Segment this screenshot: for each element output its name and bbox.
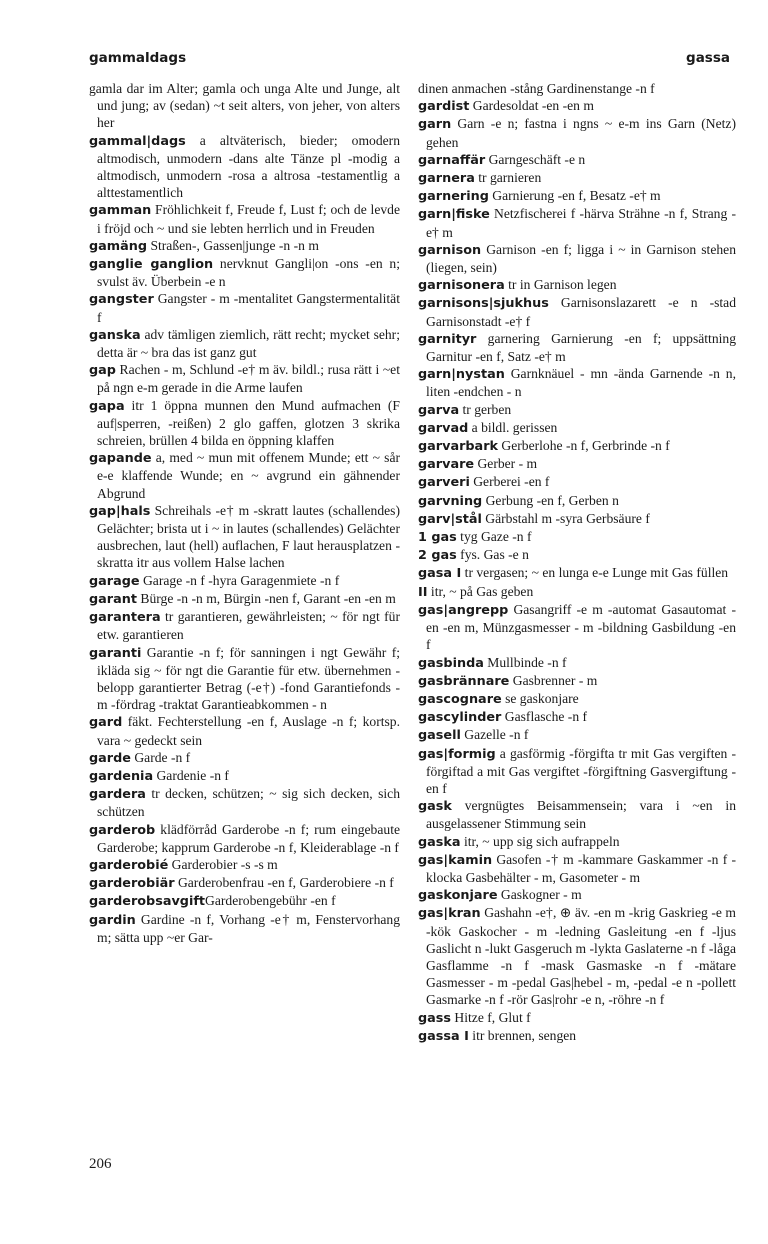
left-column	[89, 80, 400, 946]
entry-text: a gasförmig -förgifta tr mit Gas vergiften -förgiftad a mit Gas vergiftet -förgiftning Gasvergiftung -en f	[426, 745, 736, 796]
entry-headword: gascognare	[418, 691, 502, 707]
entry-headword: gasa I	[418, 566, 462, 582]
entry-headword: garn|nystan	[418, 367, 505, 383]
dictionary-entry	[418, 886, 736, 904]
entry-text: itr, ~ på Gas geben	[427, 583, 534, 599]
entry-headword: garnera	[418, 171, 475, 187]
dictionary-entry	[89, 911, 400, 946]
entry-text: fys. Gas -e n	[456, 547, 529, 563]
entry-headword: garveri	[418, 475, 470, 491]
dictionary-entry	[418, 1027, 736, 1045]
entry-headword: II	[418, 584, 428, 600]
dictionary-entry	[418, 419, 736, 437]
dictionary-entry	[418, 473, 736, 491]
entry-headword: garva	[418, 402, 460, 418]
dictionary-entry	[418, 583, 736, 601]
dictionary-entry	[89, 856, 400, 874]
entry-headword: gasbinda	[418, 655, 484, 671]
entry-text: Gardenie -n f	[153, 767, 229, 783]
entry-text: Garage -n f -hyra Garagenmiete -n f	[139, 572, 340, 588]
dictionary-entry	[418, 726, 736, 744]
entry-text: tr gerben	[459, 401, 512, 417]
entry-text: Gaskogner - m	[497, 887, 582, 903]
entry-headword: garnison	[418, 242, 482, 258]
entry-text: Mullbinde -n f	[483, 654, 567, 670]
entry-text: tr decken, schützen; ~ sig sich decken, sich schützen	[97, 786, 400, 820]
dictionary-entry	[418, 833, 736, 851]
entry-headword: gass	[418, 1010, 452, 1026]
dictionary-entry	[418, 437, 736, 455]
entry-text: itr, ~ upp sig sich aufrappeln	[460, 833, 620, 849]
entry-text: Gasofen -† m -kammare Gaskammer -n f -klocka Gasbehälter - m, Gasometer - m	[426, 851, 736, 885]
entry-headword: garnityr	[418, 331, 477, 347]
entry-text: Garderobengebühr -en f	[205, 893, 336, 909]
entry-headword: gas|kamin	[418, 852, 493, 868]
dictionary-entry	[418, 904, 736, 1008]
entry-headword: gardin	[89, 912, 136, 928]
entry-headword: gascylinder	[418, 710, 502, 726]
dictionary-entry	[89, 255, 400, 290]
entry-text: Bürge -n -n m, Bürgin -nen f, Garant -en -en m	[136, 590, 396, 606]
entry-text: Schreihals -e† m -skratt lautes (schallendes) Gelächter; brista ut i ~ in lautes (schallendes) Gelächter ausbrechen, laut (hell) auflachen, F laut herausplatzen -skratta itr aus vollem Halse lachen	[97, 502, 400, 571]
dictionary-entry	[89, 713, 400, 748]
dictionary-entry	[89, 502, 400, 572]
entry-text: tr vergasen; ~ en lunga e-e Lunge mit Gas füllen	[461, 565, 729, 581]
entry-text: a altväterisch, bieder; omodern altmodisch, unmodern -dans alte Tänze pl -modig a altmodisch, unmodern -rosa a altrosa -testamentlig a alttestamentlich	[97, 132, 400, 201]
dictionary-entry	[89, 80, 400, 132]
entry-text: Netzfischerei f -härva Strähne -n f, Strang -e† m	[426, 206, 736, 240]
dictionary-entry	[89, 767, 400, 785]
entry-text: tr garnieren	[474, 170, 542, 186]
entry-text: Garn -e n; fastna i ngns ~ e-m ins Garn (Netz) gehen	[426, 116, 736, 150]
running-head-left: gammaldags	[89, 50, 187, 66]
dictionary-entry	[418, 151, 736, 169]
dictionary-entry	[418, 797, 736, 832]
dictionary-entry	[418, 546, 736, 564]
entry-text: Rachen - m, Schlund -e† m äv. bildl.; rusa rätt i ~et på ngn e-m gerade in die Arme laufen	[97, 362, 400, 396]
dictionary-entry	[89, 361, 400, 396]
entry-text: Gerberei -en f	[469, 474, 550, 490]
entry-text: vergnügtes Beisammensein; vara i ~en in ausgelassener Stimmung sein	[426, 798, 736, 832]
entry-text: Garderobenfrau -en f, Garderobiere -n f	[174, 875, 394, 891]
entry-headword: 1 gas	[418, 530, 457, 546]
entry-text: nervknut Gangli|on -ons -en n; svulst äv. Überbein -e n	[97, 256, 401, 290]
dictionary-entry	[418, 672, 736, 690]
dictionary-entry	[89, 874, 400, 892]
dictionary-entry	[418, 97, 736, 115]
dictionary-entry	[89, 608, 400, 643]
dictionary-entry	[418, 528, 736, 546]
entry-headword: ganska	[89, 327, 141, 343]
entry-headword: garant	[89, 591, 137, 607]
entry-headword: gangster	[89, 292, 154, 308]
dictionary-entry	[89, 132, 400, 202]
dictionary-entry	[89, 749, 400, 767]
dictionary-entry	[418, 654, 736, 672]
entry-headword: garv|stål	[418, 511, 482, 527]
dictionary-entry	[418, 205, 736, 240]
entry-headword: gardenia	[89, 768, 154, 784]
entry-headword: garnisonera	[418, 278, 505, 294]
entry-text: Gardesoldat -en -en m	[469, 98, 594, 114]
entry-headword: gasell	[418, 728, 461, 744]
dictionary-entry	[418, 851, 736, 886]
entry-text: se gaskonjare	[501, 690, 579, 706]
right-column	[418, 80, 736, 1045]
dictionary-entry	[418, 294, 736, 329]
entry-text: Gerbung -en f, Gerben n	[482, 492, 619, 508]
entry-headword: garvning	[418, 493, 483, 509]
entry-text: fäkt. Fechterstellung -en f, Auslage -n f; kortsp. vara ~ gedeckt sein	[97, 714, 400, 748]
entry-text: Garngeschäft -e n	[485, 151, 586, 167]
entry-text: tyg Gaze -n f	[456, 529, 532, 545]
dictionary-entry	[418, 455, 736, 473]
dictionary-entry	[418, 708, 736, 726]
entry-headword: gask	[418, 799, 452, 815]
dictionary-entry	[418, 745, 736, 798]
entry-text: Garnisonslazarett -e n -stad Garnisonstadt -e† f	[426, 295, 736, 329]
entry-headword: garvad	[418, 420, 469, 436]
dictionary-entry	[89, 785, 400, 820]
dictionary-entry	[89, 590, 400, 608]
dictionary-entry	[89, 644, 400, 714]
entry-text: Gangster - m -mentalitet Gangstermentalität f	[97, 291, 400, 325]
entry-text: Gerberlohe -n f, Gerbrinde -n f	[498, 438, 670, 454]
entry-text: Gärbstahl m -syra Gerbsäure f	[481, 510, 650, 526]
entry-headword: garderob	[89, 822, 156, 838]
entry-headword: garanti	[89, 645, 142, 661]
entry-headword: garderobié	[89, 857, 169, 873]
dictionary-entry	[418, 1009, 736, 1027]
dictionary-entry	[89, 290, 400, 325]
entry-headword: garage	[89, 573, 140, 589]
page-number: 206	[89, 1156, 112, 1172]
entry-text: itr brennen, sengen	[468, 1027, 577, 1043]
entry-headword: gardera	[89, 787, 146, 803]
dictionary-entry	[89, 821, 400, 856]
dictionary-entry	[418, 601, 736, 654]
entry-text: gamla dar im Alter; gamla och unga Alte und Junge, alt und jung; av (sedan) ~t seit alters, von jeher, von alters her	[89, 81, 400, 131]
dictionary-entry	[89, 201, 400, 236]
dictionary-entry	[418, 169, 736, 187]
entry-headword: gamman	[89, 203, 152, 219]
entry-headword: gassa I	[418, 1028, 469, 1044]
entry-headword: garn|fiske	[418, 207, 490, 223]
dictionary-entry	[418, 365, 736, 400]
dictionary-entry	[418, 241, 736, 276]
entry-text: Gashahn -e†, ⊕ äv. -en m -krig Gaskrieg -e m -kök Gaskocher - m -ledning Gasleitung -en f -ljus Gaslicht n -lukt Gasgeruch m -lykta Gaslaterne -n f -låga Gasflamme -n f -mask Gasmaske -n f -mätare Gasmesser - m -pedal Gas|hebel - m, -pedal -e n -pollett Gasmarke -n f -rör Gas|rohr -e n, -röhre -n f	[426, 905, 736, 1008]
dictionary-entry	[89, 892, 400, 910]
entry-text: dinen anmachen -stång Gardinenstange -n f	[418, 81, 655, 96]
entry-text: Garnknäuel - mn -ända Garnende -n n, liten -endchen - n	[426, 366, 736, 400]
entry-text: Fröhlichkeit f, Freude f, Lust f; och de levde i fröjd och ~ und sie lebten herrlich und in Freuden	[97, 202, 400, 236]
entry-headword: garde	[89, 750, 131, 766]
running-head-right: gassa	[686, 50, 730, 66]
entry-headword: gaskonjare	[418, 888, 498, 904]
entry-headword: garnaffär	[418, 152, 486, 168]
entry-headword: garnisons|sjukhus	[418, 296, 549, 312]
entry-text: Gasflasche -n f	[501, 709, 588, 725]
entry-text: a, med ~ mun mit offenem Munde; ett ~ sår e-e klaffende Wunde; en ~ avgrund ein gähnender Abgrund	[97, 450, 400, 501]
entry-headword: gamäng	[89, 238, 148, 254]
entry-text: Garantie -n f; för sanningen i ngt Gewähr f; ikläda sig ~ för ngt die Garantie für etw. übernehmen -belopp garantierter Betrag (-e†) -fond Garantiefonds - m -fördrag -traktat Garantieabkommen - n	[97, 644, 400, 713]
entry-text: Garnison -en f; ligga i ~ in Garnison stehen (liegen, sein)	[426, 241, 736, 276]
entry-text: tr in Garnison legen	[504, 277, 617, 293]
entry-text: Straßen-, Gassen|junge -n -n m	[147, 237, 319, 253]
entry-headword: garvarbark	[418, 439, 499, 455]
entry-text: Gerber - m	[474, 456, 538, 472]
dictionary-entry	[418, 510, 736, 528]
dictionary-entry	[418, 564, 736, 582]
dictionary-entry	[418, 276, 736, 294]
entry-headword: garantera	[89, 610, 161, 626]
entry-text: garnering Garnierung -en f; uppsättning Garnitur -en f, Satz -e† m	[426, 330, 736, 365]
entry-text: Hitze f, Glut f	[451, 1009, 531, 1025]
entry-headword: gard	[89, 715, 123, 731]
entry-headword: gap	[89, 363, 116, 379]
entry-text: Gardine -n f, Vorhang -e† m, Fenstervorhang m; sätta upp ~er Gar-	[97, 911, 400, 945]
dictionary-entry	[418, 115, 736, 150]
dictionary-entry	[89, 397, 400, 450]
entry-text: Garnierung -en f, Besatz -e† m	[488, 188, 661, 204]
entry-headword: gas|kran	[418, 906, 481, 922]
entry-text: Gazelle -n f	[460, 727, 529, 743]
entry-text: tr garantieren, gewährleisten; ~ för ngt für etw. garantieren	[97, 609, 400, 643]
dictionary-entry	[89, 449, 400, 502]
dictionary-entry	[89, 572, 400, 590]
entry-text: adv tämligen ziemlich, rätt recht; mycket sehr; detta är ~ bra das ist ganz gut	[97, 326, 400, 361]
dictionary-entry	[89, 237, 400, 255]
dictionary-entry	[418, 187, 736, 205]
entry-headword: garderobsavgift	[89, 894, 206, 910]
entry-headword: garnering	[418, 189, 489, 205]
dictionary-entry	[89, 326, 400, 361]
entry-headword: gasbrännare	[418, 673, 510, 689]
entry-headword: gaska	[418, 834, 461, 850]
entry-text: Garde -n f	[130, 749, 191, 765]
entry-headword: 2 gas	[418, 548, 457, 564]
entry-headword: gapa	[89, 398, 125, 414]
dictionary-entry	[418, 330, 736, 365]
entry-text: Garderobier -s -s m	[168, 856, 278, 872]
entry-headword: gammal|dags	[89, 133, 186, 149]
entry-headword: garderobiär	[89, 876, 175, 892]
entry-text: a bildl. gerissen	[468, 419, 558, 435]
dictionary-entry	[418, 492, 736, 510]
entry-headword: gas|angrepp	[418, 602, 509, 618]
entry-text: itr 1 öppna munnen den Mund aufmachen (F auf|sperren, -reißen) 2 glo gaffen, glotzen 3 skrika schreien, brüllen 4 bilda en öppning klaffen	[97, 397, 400, 449]
entry-text: klädförråd Garderobe -n f; rum eingebaute Garderobe; kapprum Garderobe -n f, Kleiderablage -n f	[97, 821, 400, 855]
entry-text: Gasbrenner - m	[509, 672, 598, 688]
entry-headword: ganglie ganglion	[89, 257, 214, 273]
entry-headword: gas|formig	[418, 746, 496, 762]
entry-text: Gasangriff -e m -automat Gasautomat -en -en m, Münzgasmesser - m -bildning Gasbildung -en f	[426, 601, 736, 653]
dictionary-entry	[418, 690, 736, 708]
entry-headword: garvare	[418, 457, 475, 473]
entry-headword: gapande	[89, 451, 152, 467]
entry-headword: gap|hals	[89, 503, 151, 519]
dictionary-entry	[418, 80, 736, 97]
entry-headword: garn	[418, 117, 452, 133]
entry-headword: gardist	[418, 99, 470, 115]
dictionary-entry	[418, 401, 736, 419]
